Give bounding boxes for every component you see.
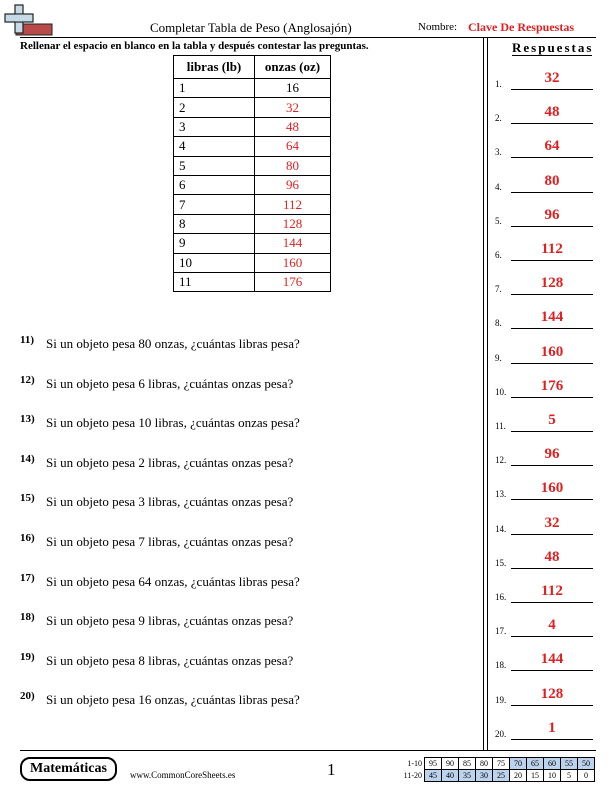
score-cell: 95 xyxy=(425,758,442,770)
pounds-cell: 7 xyxy=(174,195,255,214)
answer-number: 15. xyxy=(495,557,507,568)
score-row-label: 1-10 xyxy=(407,759,422,768)
answer-number: 2. xyxy=(495,113,502,124)
answer-line xyxy=(511,636,593,637)
answer-value: 5 xyxy=(548,412,556,428)
answer-number: 18. xyxy=(495,660,507,671)
answer-value: 112 xyxy=(541,241,563,257)
score-row xyxy=(398,758,595,770)
answer-line xyxy=(511,534,593,535)
answer-number: 12. xyxy=(495,455,507,466)
table-header-row xyxy=(174,56,331,79)
ounces-cell: 48 xyxy=(255,117,331,136)
question-text: Si un objeto pesa 2 libras, ¿cuántas onzas pesa? xyxy=(46,454,294,470)
answer-value: 96 xyxy=(544,206,560,223)
ounces-cell: 64 xyxy=(255,137,331,156)
score-cell: 0 xyxy=(578,770,595,782)
answer-value: 32 xyxy=(544,70,560,86)
answer-line xyxy=(511,260,593,261)
answer-value: 176 xyxy=(540,377,564,394)
footer-divider xyxy=(20,750,596,751)
question-number: 20) xyxy=(20,690,35,703)
answer-line xyxy=(511,568,593,569)
score-cell: 65 xyxy=(527,758,544,770)
answer-number: 11. xyxy=(495,421,506,431)
answer-value: 48 xyxy=(544,104,560,121)
pounds-cell: 3 xyxy=(174,117,255,136)
table-row xyxy=(174,117,331,136)
pounds-cell: 10 xyxy=(174,253,255,272)
table-row xyxy=(174,214,331,233)
answer-value: 96 xyxy=(544,446,560,463)
answer-line xyxy=(511,226,593,227)
answer-value: 128 xyxy=(540,275,564,292)
answer-value: 1 xyxy=(548,719,556,736)
instructions: Rellenar el espacio en blanco en la tabla y después contestar las preguntas. xyxy=(20,40,369,52)
answer-number: 6. xyxy=(495,250,502,260)
answer-line xyxy=(511,499,593,500)
answer-line xyxy=(511,294,593,295)
ounces-cell: 176 xyxy=(255,272,331,291)
page-number: 1 xyxy=(327,760,336,779)
answer-line xyxy=(511,328,593,329)
score-cell: 25 xyxy=(493,770,510,782)
ounces-cell: 16 xyxy=(255,79,331,98)
pounds-cell: 5 xyxy=(174,156,255,175)
answer-line xyxy=(511,431,593,432)
answer-line xyxy=(511,192,593,193)
question-text: Si un objeto pesa 80 onzas, ¿cuántas libras pesa? xyxy=(46,336,300,351)
answer-number: 7. xyxy=(495,284,502,295)
pounds-cell: 2 xyxy=(174,98,255,117)
table-row xyxy=(174,98,331,117)
score-cell: 15 xyxy=(527,770,544,782)
ounces-cell: 112 xyxy=(255,195,331,214)
name-value: Clave De Respuestas xyxy=(468,20,574,34)
question-number: 11) xyxy=(20,334,35,346)
header-divider xyxy=(20,37,596,38)
table-row xyxy=(174,156,331,175)
pounds-cell: 4 xyxy=(174,137,255,156)
answer-line xyxy=(511,602,593,603)
score-row xyxy=(398,770,595,782)
answer-number: 17. xyxy=(495,626,507,637)
score-cell: 5 xyxy=(561,770,578,782)
ounces-cell: 80 xyxy=(255,156,331,175)
table-row xyxy=(174,234,331,253)
answer-value: 160 xyxy=(540,343,564,360)
answers-title: Respuestas xyxy=(512,40,594,55)
score-cell: 45 xyxy=(425,770,442,782)
question-text: Si un objeto pesa 6 libras, ¿cuántas onzas pesa? xyxy=(46,375,294,391)
answer-number: 4. xyxy=(495,181,502,192)
question-text: Si un objeto pesa 10 libras, ¿cuántas onzas pesa? xyxy=(46,415,300,431)
score-cell: 10 xyxy=(544,770,561,782)
question-number: 13) xyxy=(20,413,35,426)
answer-number: 9. xyxy=(495,352,502,363)
column-header-pounds: libras (lb) xyxy=(174,56,255,79)
ounces-cell: 96 xyxy=(255,175,331,194)
answer-number: 10. xyxy=(495,386,507,397)
answer-value: 144 xyxy=(540,651,564,668)
question-text: Si un objeto pesa 16 onzas, ¿cuántas libras pesa? xyxy=(46,692,300,708)
pounds-cell: 11 xyxy=(174,272,255,291)
brand-badge: Matemáticas xyxy=(20,757,117,781)
answer-value: 48 xyxy=(544,548,560,565)
table-row xyxy=(174,79,331,98)
page-title: Completar Tabla de Peso (Anglosajón) xyxy=(150,20,352,35)
score-cell: 70 xyxy=(510,758,527,770)
score-cell: 35 xyxy=(459,770,476,782)
score-cell: 30 xyxy=(476,770,493,782)
answer-value: 80 xyxy=(544,172,560,189)
answer-value: 144 xyxy=(540,309,564,326)
score-cell: 85 xyxy=(459,758,476,770)
answer-line xyxy=(511,157,593,158)
score-cell: 55 xyxy=(561,758,578,770)
answer-number: 16. xyxy=(495,592,507,602)
pounds-cell: 9 xyxy=(174,234,255,253)
score-cell: 80 xyxy=(476,758,493,770)
plus-math-logo-icon xyxy=(4,4,54,36)
answer-number: 20. xyxy=(495,728,507,739)
score-cell: 75 xyxy=(493,758,510,770)
score-cell: 50 xyxy=(578,758,595,770)
question-number: 14) xyxy=(20,452,35,465)
answer-number: 14. xyxy=(495,523,507,534)
question-number: 19) xyxy=(20,650,35,663)
name-label: Nombre: xyxy=(418,21,458,33)
table-row xyxy=(174,137,331,156)
answer-value: 32 xyxy=(544,514,560,531)
answer-number: 13. xyxy=(495,489,507,500)
answer-value: 112 xyxy=(541,583,563,599)
conversion-table xyxy=(173,55,331,292)
question-number: 18) xyxy=(20,611,35,624)
answer-value: 160 xyxy=(540,480,564,497)
score-row-label: 11-20 xyxy=(403,771,422,780)
table-row xyxy=(174,195,331,214)
answers-title-underline xyxy=(512,55,592,56)
score-cell: 40 xyxy=(442,770,459,782)
score-table xyxy=(398,757,595,782)
answer-number: 5. xyxy=(495,215,502,226)
pounds-cell: 8 xyxy=(174,214,255,233)
answer-number: 8. xyxy=(495,318,502,329)
answer-line xyxy=(511,363,593,364)
question-text: Si un objeto pesa 9 libras, ¿cuántas onzas pesa? xyxy=(46,613,294,629)
answer-number: 19. xyxy=(495,694,507,705)
answer-line xyxy=(511,465,593,466)
question-text: Si un objeto pesa 3 libras, ¿cuántas onzas pesa? xyxy=(46,494,294,510)
answer-line xyxy=(511,705,593,706)
column-divider xyxy=(483,38,484,750)
answer-line xyxy=(511,397,593,398)
table-row xyxy=(174,175,331,194)
table-row xyxy=(174,272,331,291)
answer-value: 128 xyxy=(540,685,564,702)
answer-line xyxy=(511,89,593,90)
answer-number: 1. xyxy=(495,79,502,89)
question-text: Si un objeto pesa 64 onzas, ¿cuántas libras pesa? xyxy=(46,573,300,589)
column-divider xyxy=(487,38,488,750)
ounces-cell: 144 xyxy=(255,234,331,253)
question-text: Si un objeto pesa 7 libras, ¿cuántas onzas pesa? xyxy=(46,534,294,549)
ounces-cell: 128 xyxy=(255,214,331,233)
answer-value: 4 xyxy=(548,617,556,634)
score-cell: 20 xyxy=(510,770,527,782)
website-text: www.CommonCoreSheets.es xyxy=(130,770,236,780)
pounds-cell: 6 xyxy=(174,175,255,194)
answer-line xyxy=(511,123,593,124)
score-cell: 60 xyxy=(544,758,561,770)
table-row xyxy=(174,253,331,272)
question-number: 16) xyxy=(20,532,35,544)
score-cell: 90 xyxy=(442,758,459,770)
answer-value: 64 xyxy=(544,138,560,155)
question-number: 12) xyxy=(20,373,35,386)
pounds-cell: 1 xyxy=(174,79,255,98)
column-header-ounces: onzas (oz) xyxy=(255,56,331,79)
ounces-cell: 160 xyxy=(255,253,331,272)
ounces-cell: 32 xyxy=(255,98,331,117)
answer-line xyxy=(511,739,593,740)
answer-line xyxy=(511,670,593,671)
question-number: 17) xyxy=(20,571,35,584)
answer-number: 3. xyxy=(495,147,502,158)
question-number: 15) xyxy=(20,492,35,505)
question-text: Si un objeto pesa 8 libras, ¿cuántas onzas pesa? xyxy=(46,652,294,668)
